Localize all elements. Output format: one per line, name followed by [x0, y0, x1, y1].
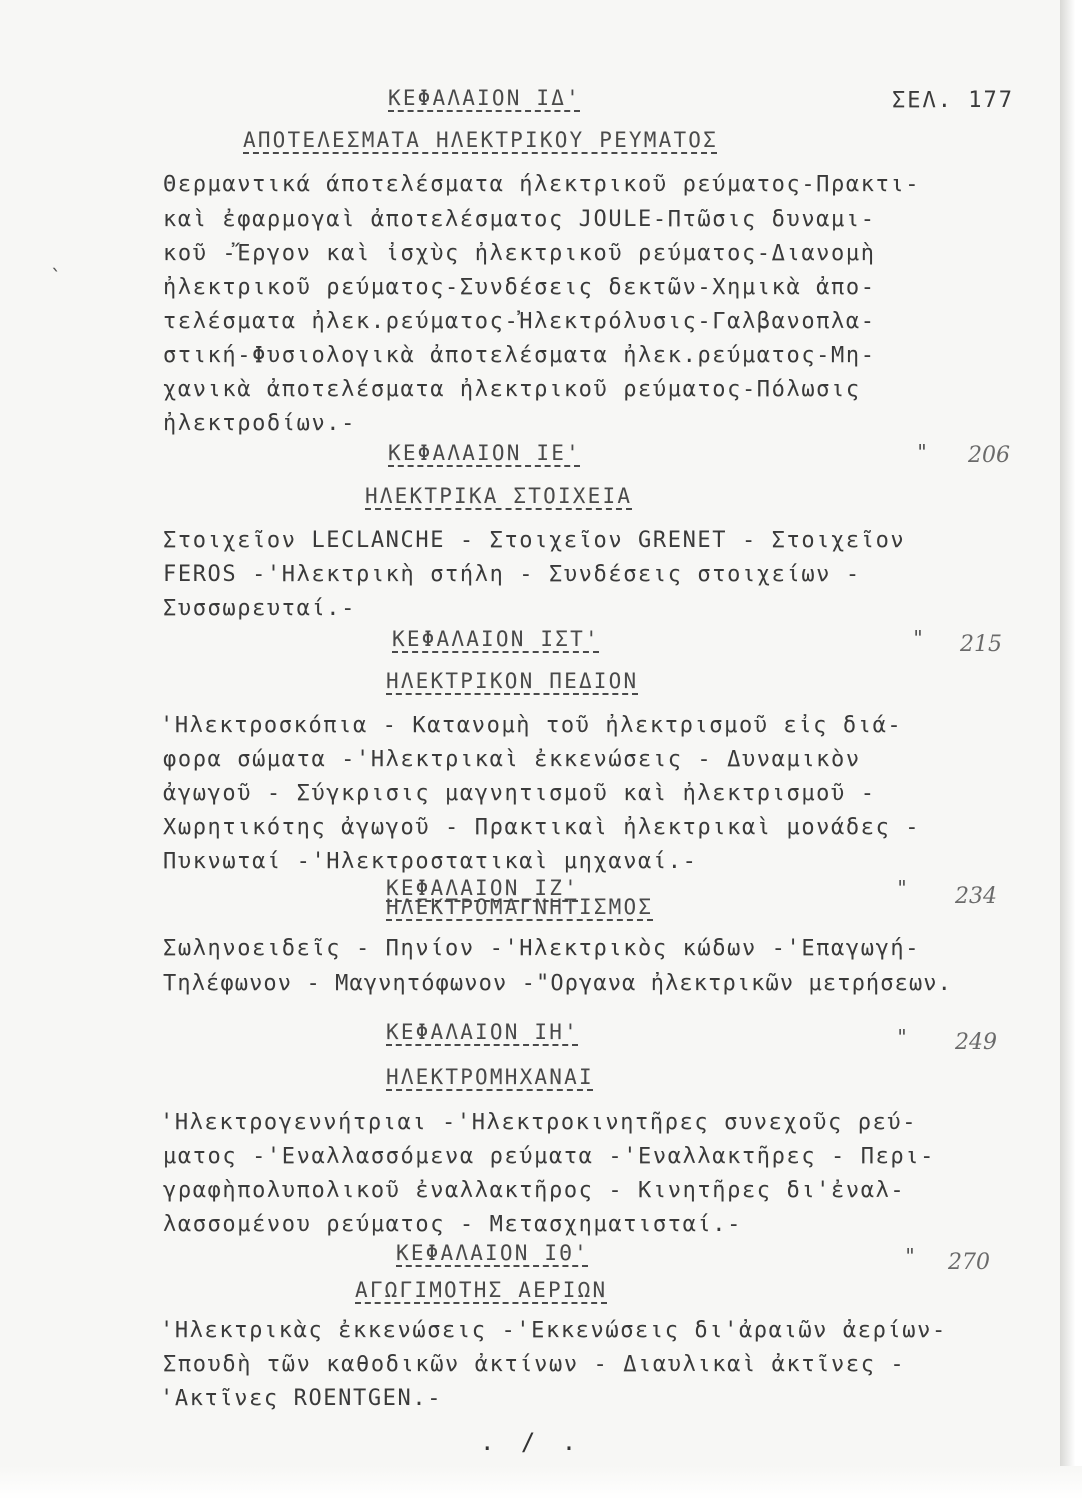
chapter-heading: ΚΕΦΑΛΑΙΟΝ ΙΔ' [388, 86, 581, 110]
margin-mark: ` [50, 265, 63, 289]
text-line: Σπουδὴ τῶν καθοδικῶν ἀκτίνων - Διαυλικαὶ ἀκτῖνες - [163, 1352, 906, 1377]
text-line: κοῦ -Ἔργον καὶ ἰσχὺς ἠλεκτρικοῦ ρεύματος-Διανομὴ [163, 241, 876, 266]
text-line: ἠλεκτρικοῦ ρεύματος-Συνδέσεις δεκτῶν-Χημικὰ ἀπο- [163, 275, 876, 300]
ditto-mark: " [912, 626, 925, 650]
text-line: ματος -'Εναλλασσόμενα ρεύματα -'Εναλλακτῆρες - Περι- [163, 1144, 935, 1169]
text-line: ἠλεκτροδίων.- [163, 411, 356, 436]
page-reference: ΣΕΛ. 177 [892, 88, 1014, 113]
page-bottom-edge [0, 1466, 1082, 1500]
chapter-heading: ΚΕΦΑΛΑΙΟΝ ΙΣΤ' [392, 627, 600, 651]
text-line: ἀγωγοῦ - Σύγκρισις μαγνητισμοῦ καὶ ἠλεκτρισμοῦ - [163, 781, 876, 806]
chapter-heading: ΚΕΦΑΛΑΙΟΝ ΙΘ' [396, 1241, 589, 1265]
chapter-title: ΗΛΕΚΤΡΙΚΟΝ ΠΕΔΙΟΝ [386, 669, 639, 693]
chapter-heading: ΚΕΦΑΛΑΙΟΝ ΙΖ' [386, 876, 579, 900]
text-line: Τηλέφωνον - Μαγνητόφωνον -"Οργανα ἠλεκτρικῶν μετρήσεων. [163, 971, 952, 996]
page-number: 206 [968, 443, 1010, 468]
text-line: στική-Φυσιολογικὰ ἀποτελέσματα ἠλεκ.ρεύματος-Μη- [163, 343, 876, 368]
page-number: 215 [960, 632, 1002, 657]
text-line: τελέσματα ἠλεκ.ρεύματος-Ἠλεκτρόλυσις-Γαλβανοπλα- [163, 309, 876, 334]
chapter-heading: ΚΕΦΑΛΑΙΟΝ ΙΕ' [388, 441, 581, 465]
ditto-mark: " [896, 1025, 909, 1049]
chapter-title: ΑΠΟΤΕΛΕΣΜΑΤΑ ΗΛΕΚΤΡΙΚΟΥ ΡΕΥΜΑΤΟΣ [243, 128, 718, 152]
page-number: 249 [955, 1030, 997, 1055]
text-line: λασσομένου ρεύματος - Μετασχηματισταί.- [163, 1212, 742, 1237]
page-footer-mark: . / . [480, 1428, 583, 1456]
ditto-mark: " [904, 1244, 917, 1268]
ditto-mark: " [916, 440, 929, 464]
chapter-title: ΑΓΩΓΙΜΟΤΗΣ ΑΕΡΙΩΝ [355, 1278, 608, 1302]
text-line: 'Ηλεκτρικὰς ἐκκενώσεις -'Εκκενώσεις δι'ἀραιῶν ἀερίων- [160, 1318, 947, 1343]
text-line: Χωρητικότης ἀγωγοῦ - Πρακτικαὶ ἠλεκτρικαὶ μονάδες - [163, 815, 921, 840]
text-line: FEROS -'Ηλεκτρικὴ στήλη - Συνδέσεις στοιχείων - [163, 562, 861, 587]
chapter-title: ΗΛΕΚΤΡΟΜΗΧΑΝΑΙ [386, 1065, 594, 1089]
text-line: 'Ηλεκτροσκόπια - Κατανομὴ τοῦ ἠλεκτρισμοῦ εἰς διά- [160, 713, 903, 738]
chapter-title: ΗΛΕΚΤΡΟΜΑΓΝΗΤΙΣΜΟΣ [386, 895, 654, 919]
text-line: γραφὴπολυπολικοῦ ἐναλλακτῆρος - Κινητῆρες δι'ἐναλ- [163, 1178, 906, 1203]
page-number: 234 [955, 884, 997, 909]
chapter-heading: ΚΕΦΑΛΑΙΟΝ ΙΗ' [386, 1020, 579, 1044]
page-number: 270 [948, 1250, 990, 1275]
text-line: 'Ακτῖνες ROENTGEN.- [160, 1386, 443, 1411]
text-line: Πυκνωταί -'Ηλεκτροστατικαὶ μηχαναί.- [163, 849, 698, 874]
text-line: Θερμαντικά άποτελέσματα ήλεκτρικοῦ ρεύματος-Πρακτι- [163, 172, 921, 197]
text-line: Στοιχεῖον LECLANCHE - Στοιχεῖον GRENET - Στοιχεῖον [163, 528, 906, 553]
text-line: χανικὰ ἀποτελέσματα ἠλεκτρικοῦ ρεύματος-Πόλωσις [163, 377, 861, 402]
text-line: Συσσωρευταί.- [163, 596, 356, 621]
page-edge [1060, 0, 1082, 1500]
ditto-mark: " [896, 876, 909, 900]
text-line: φορα σώματα -'Ηλεκτρικαὶ ἐκκενώσεις - Δυναμικὸν [163, 747, 861, 772]
text-line: καὶ ἐφαρμογαὶ ἀποτελέσματος JOULE-Πτῶσις δυναμι- [163, 207, 876, 232]
text-line: 'Ηλεκτρογεννήτριαι -'Ηλεκτροκινητῆρες συνεχοῦς ρεύ- [160, 1110, 918, 1135]
chapter-title: ΗΛΕΚΤΡΙΚΑ ΣΤΟΙΧΕΙΑ [365, 484, 633, 508]
text-line: Σωληνοειδεῖς - Πηνίον -'Ηλεκτρικὸς κώδων -'Επαγωγή- [163, 936, 921, 961]
